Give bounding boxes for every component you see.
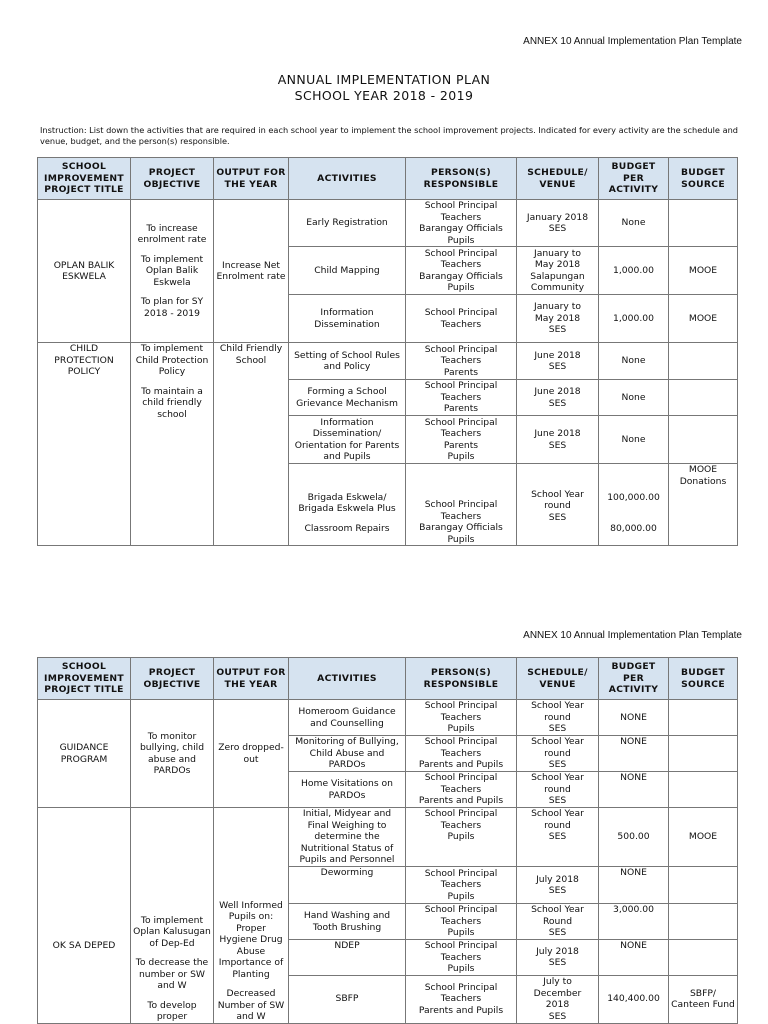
activity-cell: Hand Washing and Tooth Brushing: [289, 904, 406, 940]
schedule-line: January to: [534, 301, 581, 313]
person-line: School Principal: [424, 416, 498, 428]
person-line: School Principal: [424, 867, 498, 879]
person-line: Barangay Officials: [419, 270, 503, 282]
person-line: School Principal: [424, 772, 498, 784]
schedule-cell: [517, 772, 599, 808]
schedule-cell: [517, 416, 599, 464]
project-output: Zero dropped-out: [214, 700, 289, 808]
persons-cell: [406, 295, 517, 343]
person-line: School Principal: [424, 904, 498, 916]
person-line: Teachers: [440, 915, 482, 927]
activity-cell: Home Visitations on PARDOs: [289, 772, 406, 808]
schedule-line: Community: [530, 282, 585, 293]
source-cell: [669, 867, 738, 904]
table-row: [38, 808, 738, 867]
activity-cell: Information Dissemination/ Orientation for Parents and Pupils: [289, 416, 406, 464]
budget-cell: 1,000.00: [599, 247, 669, 295]
persons-cell: [406, 700, 517, 736]
plan-table-2: [37, 657, 738, 1024]
persons-cell: [406, 464, 517, 546]
person-line: School Principal: [424, 808, 498, 819]
activity-line: Brigada Eskwela/ Brigada Eskwela Plus: [298, 491, 396, 514]
header-row: [38, 158, 738, 200]
budget-cell: 3,000.00: [599, 904, 669, 940]
output-line: Well Informed Pupils on: Proper Hygiene Drug Abuse Importance of Planting: [218, 899, 284, 980]
budget-cell: None: [599, 416, 669, 464]
source-cell: [669, 772, 738, 808]
header-persons: PERSON(S) RESPONSIBLE: [406, 158, 517, 200]
person-line: Teachers: [440, 747, 482, 759]
person-line: School Principal: [424, 247, 498, 259]
doc-title: [0, 72, 768, 104]
budget-cell: 140,400.00: [599, 975, 669, 1023]
persons-cell: [406, 380, 517, 416]
schedule-line: School Year: [531, 736, 584, 748]
project-title: GUIDANCE PROGRAM: [38, 700, 131, 808]
schedule-line: SES: [548, 885, 567, 896]
budget-cell: NONE: [599, 700, 669, 736]
schedule-line: May 2018: [534, 312, 581, 324]
person-line: Teachers: [440, 259, 482, 270]
person-line: Teachers: [440, 879, 482, 891]
activity-cell: Deworming: [289, 867, 406, 904]
persons-cell: [406, 975, 517, 1023]
schedule-cell: [517, 295, 599, 343]
header-persons: PERSON(S) RESPONSIBLE: [406, 658, 517, 700]
schedule-line: SES: [548, 759, 567, 771]
activity-line: Classroom Repairs: [304, 522, 390, 534]
budget-cell: NONE: [599, 867, 669, 904]
person-line: School Principal: [424, 343, 498, 355]
person-line: Teachers: [440, 819, 482, 831]
persons-cell: [406, 867, 517, 904]
person-line: Pupils: [447, 831, 475, 842]
schedule-line: Round: [542, 915, 573, 927]
person-line: Pupils: [447, 451, 475, 462]
person-line: Parents and Pupils: [418, 795, 504, 807]
budget-line: 100,000.00: [607, 492, 660, 503]
budget-line: 80,000.00: [610, 522, 657, 534]
schedule-line: SES: [548, 397, 567, 409]
schedule-line: Salapungan: [530, 270, 585, 282]
annex-header: ANNEX 10 Annual Implementation Plan Template: [523, 36, 742, 47]
schedule-line: June 2018: [534, 349, 581, 361]
person-line: Parents: [443, 439, 479, 451]
schedule-line: round: [544, 819, 571, 831]
persons-cell: [406, 736, 517, 772]
source-cell: [669, 700, 738, 736]
persons-cell: [406, 808, 517, 867]
person-line: Teachers: [440, 211, 482, 223]
person-line: School Principal: [424, 499, 498, 510]
budget-cell: None: [599, 343, 669, 380]
header-schedule: SCHEDULE/ VENUE: [517, 658, 599, 700]
budget-cell: NONE: [599, 940, 669, 976]
header-row: [38, 658, 738, 700]
activity-cell: Forming a School Grievance Mechanism: [289, 380, 406, 416]
budget-cell: [599, 464, 669, 546]
header-budget: BUDGET PER ACTIVITY: [599, 658, 669, 700]
source-cell: [669, 940, 738, 976]
project-output: Increase Net Enrolment rate: [214, 200, 289, 343]
project-objective: To monitor bullying, child abuse and PARDOs: [131, 700, 214, 808]
plan-table-1: [37, 157, 738, 546]
persons-cell: [406, 940, 517, 976]
person-line: Pupils: [447, 927, 475, 939]
objective-line: To implement Child Protection Policy: [135, 343, 209, 377]
persons-cell: [406, 343, 517, 380]
person-line: School Principal: [424, 981, 498, 993]
persons-cell: [406, 416, 517, 464]
budget-cell: NONE: [599, 772, 669, 808]
source-cell: [669, 416, 738, 464]
header-activities: ACTIVITIES: [289, 158, 406, 200]
title-line-2: SCHOOL YEAR 2018 - 2019: [294, 88, 474, 103]
schedule-line: SES: [548, 723, 567, 735]
schedule-line: January 2018: [526, 211, 589, 223]
person-line: Parents and Pupils: [418, 1004, 504, 1016]
budget-cell: 500.00: [599, 808, 669, 867]
source-cell: MOOE: [669, 247, 738, 295]
person-line: Parents and Pupils: [418, 759, 504, 771]
project-objective: [131, 200, 214, 343]
activity-cell: SBFP: [289, 975, 406, 1023]
output-line: Decreased Number of SW and W: [217, 988, 285, 1022]
schedule-line: School Year: [531, 904, 584, 916]
project-objective: [131, 808, 214, 1024]
person-line: Barangay Officials: [419, 223, 503, 234]
schedule-line: 2018: [545, 999, 570, 1010]
table-row: [38, 200, 738, 247]
header-title: SCHOOL IMPROVEMENT PROJECT TITLE: [38, 158, 131, 200]
source-cell: MOOE: [669, 295, 738, 343]
schedule-line: round: [544, 783, 571, 795]
schedule-line: May 2018: [534, 259, 581, 270]
budget-cell: None: [599, 380, 669, 416]
schedule-cell: [517, 867, 599, 904]
table-row: [38, 700, 738, 736]
project-output: Child Friendly School: [214, 343, 289, 546]
person-line: Teachers: [440, 428, 482, 439]
header-source: BUDGET SOURCE: [669, 158, 738, 200]
objective-line: To plan for SY 2018 - 2019: [140, 296, 204, 319]
activity-cell: Early Registration: [289, 200, 406, 247]
schedule-cell: [517, 464, 599, 546]
person-line: Teachers: [440, 391, 482, 403]
schedule-line: June 2018: [534, 386, 581, 397]
budget-cell: 1,000.00: [599, 295, 669, 343]
source-cell: [669, 464, 738, 546]
activity-cell: Information Dissemination: [289, 295, 406, 343]
activity-cell: Homeroom Guidance and Counselling: [289, 700, 406, 736]
source-line: MOOE: [688, 464, 718, 475]
schedule-cell: [517, 380, 599, 416]
persons-cell: [406, 772, 517, 808]
objective-line: To implement Oplan Kalusugan of Dep-Ed: [133, 914, 211, 949]
person-line: School Principal: [424, 307, 498, 318]
project-output: [214, 808, 289, 1024]
schedule-line: January to: [534, 247, 581, 259]
header-output: OUTPUT FOR THE YEAR: [214, 158, 289, 200]
source-cell: [669, 200, 738, 247]
objective-line: To implement Oplan Balik Eskwela: [140, 253, 204, 288]
schedule-line: July to: [543, 976, 572, 987]
budget-cell: NONE: [599, 736, 669, 772]
objective-line: To decrease the number or SW and W: [135, 957, 209, 991]
schedule-line: round: [544, 711, 571, 723]
activity-cell: Monitoring of Bullying, Child Abuse and PARDOs: [289, 736, 406, 772]
schedule-line: SES: [548, 324, 567, 336]
title-line-1: ANNUAL IMPLEMENTATION PLAN: [277, 72, 491, 87]
source-cell: SBFP/ Canteen Fund: [669, 975, 738, 1023]
source-cell: [669, 343, 738, 380]
schedule-line: SES: [548, 927, 567, 939]
source-cell: [669, 380, 738, 416]
person-line: School Principal: [424, 736, 498, 748]
schedule-cell: [517, 247, 599, 295]
person-line: School Principal: [424, 200, 498, 211]
project-title: OK SA DEPED: [38, 808, 131, 1024]
person-line: School Principal: [424, 700, 498, 712]
schedule-line: December: [533, 987, 582, 999]
schedule-line: SES: [548, 439, 567, 451]
person-line: Parents: [443, 403, 479, 415]
person-line: Teachers: [440, 318, 482, 330]
activity-cell: NDEP: [289, 940, 406, 976]
source-line: Donations: [679, 475, 727, 487]
activity-cell: Initial, Midyear and Final Weighing to determine the Nutritional Status of Pupils and Personnel: [289, 808, 406, 867]
schedule-line: SES: [548, 1010, 567, 1022]
schedule-cell: [517, 808, 599, 867]
persons-cell: [406, 904, 517, 940]
schedule-cell: [517, 904, 599, 940]
header-source: BUDGET SOURCE: [669, 658, 738, 700]
schedule-line: July 2018: [536, 945, 579, 957]
header-output: OUTPUT FOR THE YEAR: [214, 658, 289, 700]
header-objective: PROJECT OBJECTIVE: [131, 158, 214, 200]
annex-header: ANNEX 10 Annual Implementation Plan Template: [523, 630, 742, 641]
persons-cell: [406, 200, 517, 247]
table-row: [38, 343, 738, 380]
person-line: Pupils: [447, 723, 475, 735]
activity-cell: Setting of School Rules and Policy: [289, 343, 406, 380]
header-activities: ACTIVITIES: [289, 658, 406, 700]
person-line: Pupils: [447, 963, 475, 974]
person-line: Pupils: [447, 234, 475, 246]
header-objective: PROJECT OBJECTIVE: [131, 658, 214, 700]
person-line: Pupils: [447, 282, 475, 293]
schedule-line: SES: [548, 361, 567, 372]
objective-line: To develop proper: [147, 999, 197, 1022]
source-cell: MOOE: [669, 808, 738, 867]
schedule-line: SES: [548, 957, 567, 969]
objective-line: To increase enrolment rate: [137, 222, 207, 246]
activity-cell: Child Mapping: [289, 247, 406, 295]
schedule-cell: [517, 700, 599, 736]
persons-cell: [406, 247, 517, 295]
budget-cell: None: [599, 200, 669, 247]
schedule-cell: [517, 736, 599, 772]
header-title: SCHOOL IMPROVEMENT PROJECT TITLE: [38, 658, 131, 700]
schedule-cell: [517, 975, 599, 1023]
schedule-line: School Year: [531, 700, 584, 712]
person-line: School Principal: [424, 380, 498, 392]
objective-line: To maintain a child friendly school: [141, 385, 203, 420]
schedule-line: July 2018: [536, 873, 579, 885]
schedule-cell: [517, 940, 599, 976]
schedule-line: SES: [548, 223, 567, 234]
schedule-line: School Year: [531, 772, 584, 784]
person-line: Barangay Officials: [419, 522, 503, 533]
activity-cell: [289, 464, 406, 546]
header-budget: BUDGET PER ACTIVITY: [599, 158, 669, 200]
person-line: Teachers: [440, 993, 482, 1005]
schedule-line: June 2018: [534, 428, 581, 439]
instruction-text: Instruction: List down the activities that are required in each school year to implement the school improvement projects. Indicated for every activity are the schedule and venue, budget, and the person(s) responsible.: [40, 125, 738, 146]
source-cell: [669, 736, 738, 772]
project-objective: [131, 343, 214, 546]
person-line: Teachers: [440, 510, 482, 522]
schedule-line: round: [544, 500, 571, 511]
person-line: Teachers: [440, 711, 482, 723]
person-line: Pupils: [447, 533, 475, 545]
person-line: School Principal: [424, 940, 498, 951]
person-line: Parents: [443, 366, 479, 378]
schedule-line: School Year: [531, 808, 584, 819]
schedule-line: SES: [548, 511, 567, 523]
project-title: CHILD PROTECTION POLICY: [38, 343, 131, 546]
person-line: Pupils: [447, 890, 475, 902]
schedule-line: School Year: [531, 488, 584, 500]
schedule-line: SES: [548, 795, 567, 807]
source-cell: [669, 904, 738, 940]
person-line: Teachers: [440, 355, 482, 367]
project-title: OPLAN BALIK ESKWELA: [38, 200, 131, 343]
schedule-cell: [517, 343, 599, 380]
schedule-cell: [517, 200, 599, 247]
person-line: Teachers: [440, 951, 482, 963]
header-schedule: SCHEDULE/ VENUE: [517, 158, 599, 200]
person-line: Teachers: [440, 783, 482, 795]
schedule-line: round: [544, 747, 571, 759]
schedule-line: SES: [548, 831, 567, 842]
